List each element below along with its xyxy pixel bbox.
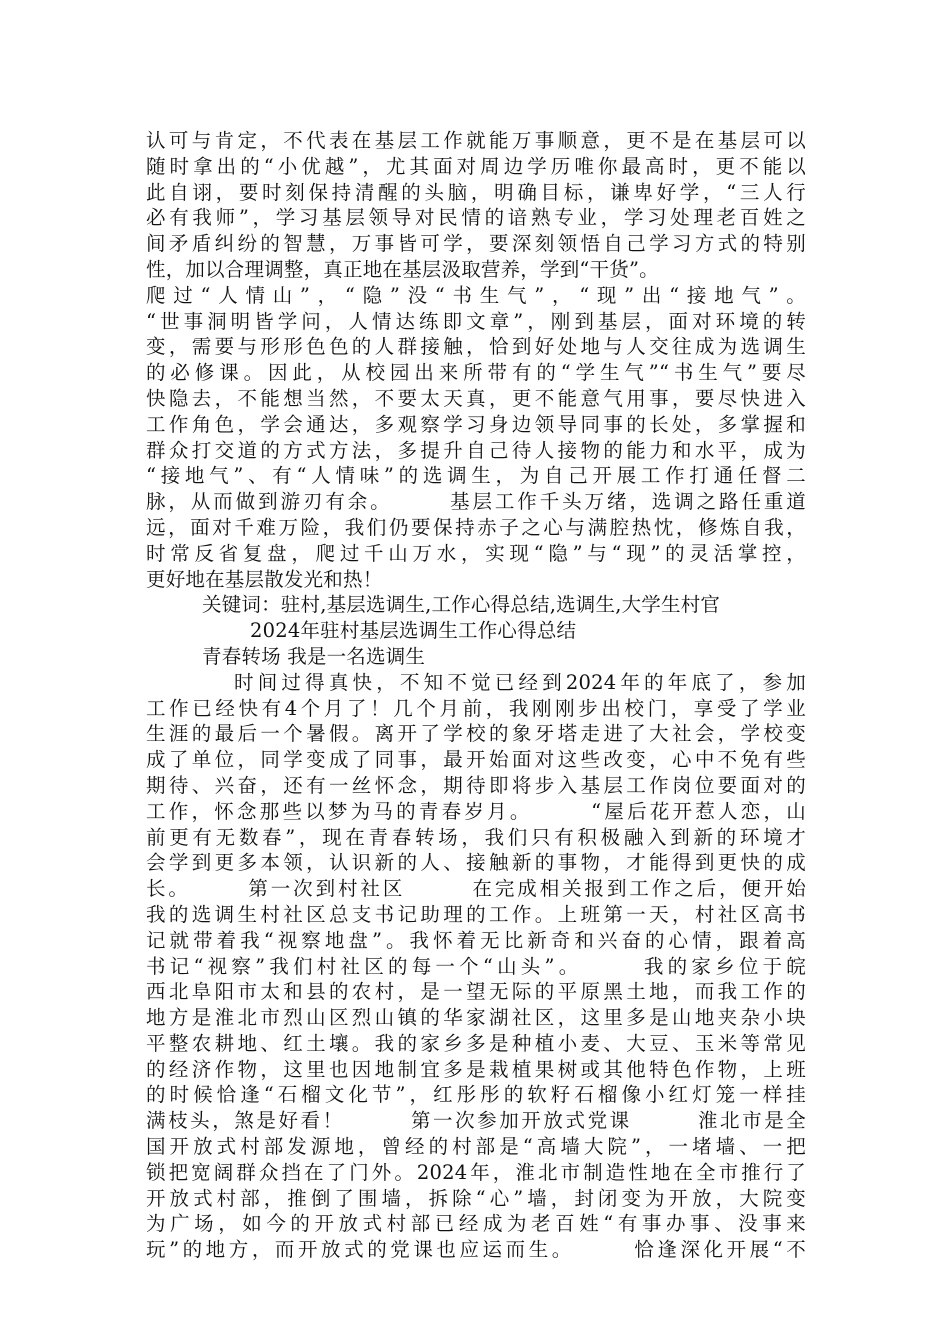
text-line: 时常反省复盘，爬过千山万水，实现“隐”与“现”的灵活掌控， <box>146 541 806 565</box>
text-line: 期待、兴奋，还有一丝怀念，期待即将步入基层工作岗位要面对的 <box>146 773 806 797</box>
text-line: 为广场，如今的开放式村部已经成为老百姓“有事办事、没事来 <box>146 1212 806 1236</box>
text-line: 认可与肯定，不代表在基层工作就能万事顺意，更不是在基层可以 <box>146 129 806 152</box>
text-line: 成了单位，同学变成了同事，最开始面对这些改变，心中不免有些 <box>146 748 806 772</box>
text-line: “世事洞明皆学问，人情达练即文章”，刚到基层，面对环境的转 <box>146 309 806 333</box>
text-line: 地方是淮北市烈山区烈山镇的华家湖社区，这里多是山地夹杂小块 <box>146 1006 806 1030</box>
document-page <box>146 128 806 1263</box>
body-text-section-2 <box>146 670 806 1263</box>
text-line: 玩”的地方，而开放式的党课也应运而生。 恰逢深化开展“不 <box>146 1238 806 1262</box>
text-line: 长。 第一次到村社区 在完成相关报到工作之后，便开始 <box>146 877 806 901</box>
text-line: 快隐去，不能想当然，不要太天真，更不能意气用事，要尽快进入 <box>146 386 806 410</box>
text-line: 开放式村部，推倒了围墙，拆除“心”墙，封闭变为开放，大院变 <box>146 1186 806 1210</box>
text-line: 远，面对千难万险，我们仍要保持赤子之心与满腔热忱，修炼自我， <box>146 515 806 539</box>
text-line: 群众打交道的方式方法，多提升自己待人接物的能力和水平，成为 <box>146 438 806 462</box>
text-line: “接地气”、有“人情味”的选调生，为自己开展工作打通任督二 <box>146 464 806 488</box>
text-line: 工作，怀念那些以梦为马的青春岁月。 “屋后花开惹人恋，山 <box>146 799 806 823</box>
text-line: 更好地在基层散发光和热！ <box>146 567 383 591</box>
text-line: 西北阜阳市太和县的农村，是一望无际的平原黑土地，而我工作的 <box>146 980 806 1004</box>
text-line: 爬过“人情山”，“隐”没“书生气”，“现”出“接地气”。 <box>146 283 806 307</box>
text-line: 时间过得真快，不知不觉已经到2024年的年底了，参加 <box>234 670 806 694</box>
text-line: 必有我师”，学习基层领导对民情的谙熟专业，学习处理老百姓之 <box>146 206 806 230</box>
text-line: 书记“视察”我们村社区的每一个“山头”。 我的家乡位于皖 <box>146 954 806 978</box>
text-line: 我的选调生村社区总支书记助理的工作。上班第一天，村社区高书 <box>146 902 806 926</box>
text-line: 的经济作物，这里也因地制宜多是栽植果树或其他特色作物，上班 <box>146 1057 806 1081</box>
text-line: 间矛盾纠纷的智慧，万事皆可学，要深刻领悟自己学习方式的特别 <box>146 232 806 256</box>
text-line: 生涯的最后一个暑假。离开了学校的象牙塔走进了大社会，学校变 <box>146 722 806 746</box>
text-line: 国开放式村部发源地，曾经的村部是“高墙大院”，一堵墙、一把 <box>146 1135 806 1159</box>
text-line: 工作已经快有4个月了！几个月前，我刚刚步出校门，享受了学业 <box>146 696 806 720</box>
text-line: 锁把宽阔群众挡在了门外。2024年，淮北市制造性地在全市推行了 <box>146 1160 806 1184</box>
body-text-section-1 <box>146 128 806 592</box>
text-line: 脉，从而做到游刃有余。 基层工作千头万绪，选调之路任重道 <box>146 490 806 514</box>
text-line: 变，需要与形形色色的人群接触，恰到好处地与人交往成为选调生 <box>146 335 806 359</box>
document-title: 2024年驻村基层选调生工作心得总结 <box>250 619 577 643</box>
text-line: 性，加以合理调整，真正地在基层汲取营养，学到“干货”。 <box>146 257 659 281</box>
text-line: 记就带着我“视察地盘”。我怀着无比新奇和兴奋的心情，跟着高 <box>146 928 806 952</box>
text-line: 工作角色，学会通达，多观察学习身边领导同事的长处，多掌握和 <box>146 412 806 436</box>
text-line: 前更有无数春”，现在青春转场，我们只有积极融入到新的环境才 <box>146 825 806 849</box>
text-line: 的必修课。因此，从校园出来所带有的“学生气”“书生气”要尽 <box>146 361 806 385</box>
keywords-line: 关键词：驻村,基层选调生,工作心得总结,选调生,大学生村官 <box>202 593 721 617</box>
text-line: 满枝头，煞是好看！ 第一次参加开放式党课 淮北市是全 <box>146 1109 806 1133</box>
text-line: 平整农耕地、红土壤。我的家乡多是种植小麦、大豆、玉米等常见 <box>146 1031 806 1055</box>
text-line: 随时拿出的“小优越”，尤其面对周边学历唯你最高时，更不能以 <box>146 154 806 178</box>
document-subtitle: 青春转场 我是一名选调生 <box>202 644 426 668</box>
text-line: 会学到更多本领，认识新的人、接触新的事物，才能得到更快的成 <box>146 851 806 875</box>
text-line: 此自诩，要时刻保持清醒的头脑，明确目标，谦卑好学，“三人行 <box>146 180 806 204</box>
text-line: 的时候恰逢“石榴文化节”，红彤彤的软籽石榴像小红灯笼一样挂 <box>146 1083 806 1107</box>
